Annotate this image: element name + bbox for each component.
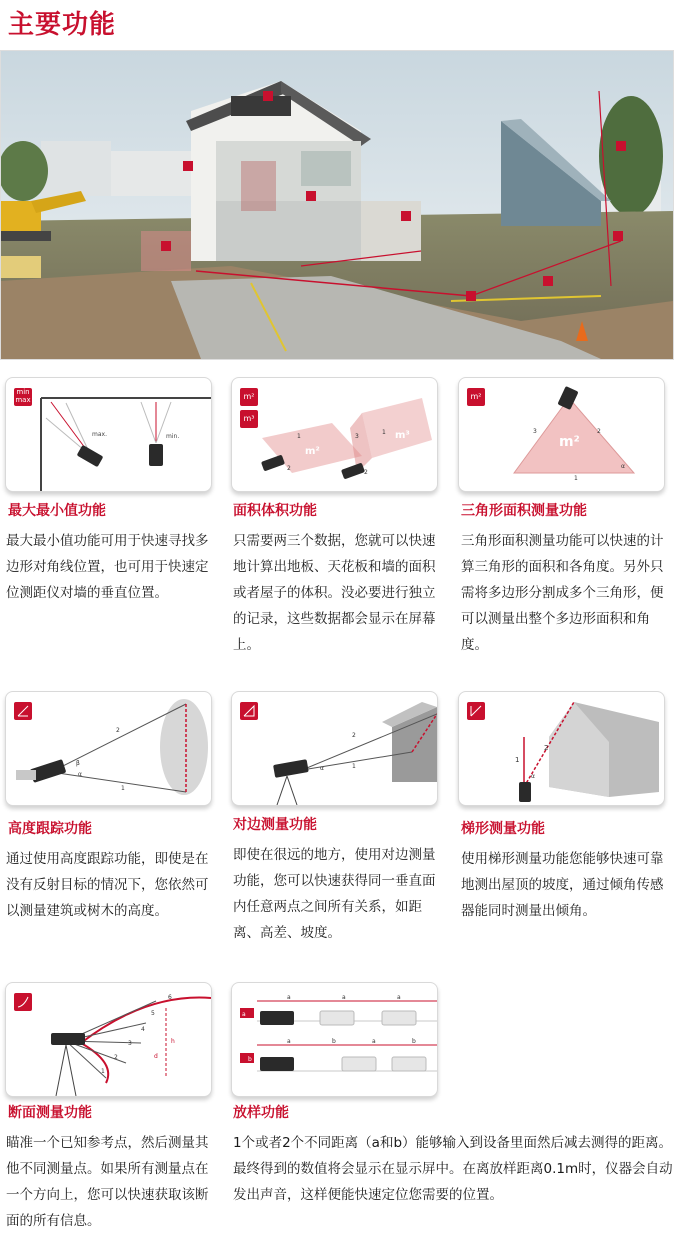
feature-title: 对边测量功能 [233,817,317,833]
profile-point-6: 6 [168,994,172,1001]
card-triangle [458,377,665,492]
height-tracking-diagram [6,692,211,805]
card-roof-slope [458,691,665,806]
card-profile [5,982,212,1097]
triangle-side-3: 3 [533,428,537,435]
card-stake-out [231,982,438,1097]
height-dist-1: 1 [121,785,125,792]
card-min-max [5,377,212,492]
profile-point-4: 4 [141,1026,145,1033]
stake-a-5: a [372,1038,376,1045]
profile-height: h [171,1038,175,1045]
area-icon: m² [240,388,258,406]
triangle-side-1: 1 [574,475,578,482]
remote-angle: α [320,765,324,772]
profile-point-5: 5 [151,1010,155,1017]
volume-dim-3: 3 [355,433,359,440]
profile-point-2: 2 [114,1054,118,1061]
profile-distance: d [154,1053,158,1060]
stake-a-4: a [287,1038,291,1045]
hero-illustration [0,50,674,360]
min-max-icon: min max [15,388,31,404]
feature-title: 梯形测量功能 [461,821,545,837]
remote-dist-1: 1 [352,763,356,770]
feature-desc: 使用梯形测量功能您能够快速可靠地测出屋顶的坡度，通过倾角传感器能同时测量出倾角。 [461,851,664,919]
feature-title: 三角形面积测量功能 [461,503,587,519]
profile-diagram [6,983,211,1096]
roof-angle: α [531,773,535,780]
card-area-volume [231,377,438,492]
feature-desc: 三角形面积测量功能可以快速的计算三角形的面积和各角度。另外只需将多边形分割成多个三角形，便可以测量出整个多边形面积和角度。 [461,533,664,653]
feature-desc: 即使在很远的地方，使用对边测量功能，您可以快速获得同一垂直面内任意两点之间所有关系，如距离、高差、坡度。 [233,847,436,941]
min-max-diagram [6,378,211,491]
roof-slope-diagram [459,692,664,805]
feature-desc: 瞄准一个已知参考点，然后测量其他不同测量点。如果所有测量点在一个方向上，您可以快速获取该断面的所有信息。 [6,1135,209,1229]
area-dim-1: 1 [297,433,301,440]
feature-title: 高度跟踪功能 [8,821,92,837]
profile-point-3: 3 [128,1040,132,1047]
stake-out-diagram [232,983,437,1096]
feature-title: 面积体积功能 [233,503,317,519]
stake-b-2: b [412,1038,416,1045]
max-label: max. [92,431,107,438]
area-label: m² [305,446,320,457]
triangle-side-2: 2 [597,428,601,435]
roof-dist-2: 2 [544,744,549,752]
building-scene [1,51,673,359]
stake-b-1: b [332,1038,336,1045]
feature-desc: 最大最小值功能可用于快速寻找多边形对角线位置，也可用于快速定位测距仪对墙的垂直位置。 [6,533,209,601]
min-label: min. [166,433,180,440]
height-dist-2: 2 [116,727,120,734]
remote-dist-2: 2 [352,732,356,739]
volume-icon: m³ [240,410,258,428]
profile-point-1: 1 [101,1068,105,1075]
triangle-angle: α [621,463,625,470]
volume-label: m³ [395,430,410,441]
triangle-diagram [459,378,664,491]
card-height-tracking [5,691,212,806]
stake-a-3: a [397,994,401,1001]
stake-badge-a: a [242,1011,246,1018]
feature-desc: 1个或者2个不同距离（a和b）能够输入到设备里面然后减去测得的距离。最终得到的数值将会显示在显示屏中。在离放样距离0.1m时，仪器会自动发出声音，这样便能快速定位您需要的位置。 [233,1135,673,1203]
triangle-area-label: m² [559,434,580,450]
feature-title: 断面测量功能 [8,1105,92,1121]
roof-dist-1: 1 [515,756,520,764]
area-volume-diagram [232,378,437,491]
feature-title: 放样功能 [233,1105,289,1121]
feature-desc: 通过使用高度跟踪功能，即使是在没有反射目标的情况下，您依然可以测量建筑或树木的高度。 [6,851,209,919]
feature-title: 最大最小值功能 [8,503,106,519]
volume-dim-2: 2 [364,469,368,476]
stake-a-2: a [342,994,346,1001]
stake-a-1: a [287,994,291,1001]
height-angle-alpha: α [78,771,82,778]
page-title: 主要功能 [8,10,117,40]
feature-desc: 只需要两三个数据，您就可以快速地计算出地板、天花板和墙的面积或者屋子的体积。没必要进行独立的记录，这些数据都会显示在屏幕上。 [233,533,436,653]
height-angle-beta: β [76,760,80,767]
triangle-area-icon: m² [467,388,485,406]
remote-distance-diagram [232,692,437,805]
volume-dim-1: 1 [382,429,386,436]
area-dim-2: 2 [287,465,291,472]
card-remote-distance [231,691,438,806]
stake-badge-b: b [248,1056,252,1063]
